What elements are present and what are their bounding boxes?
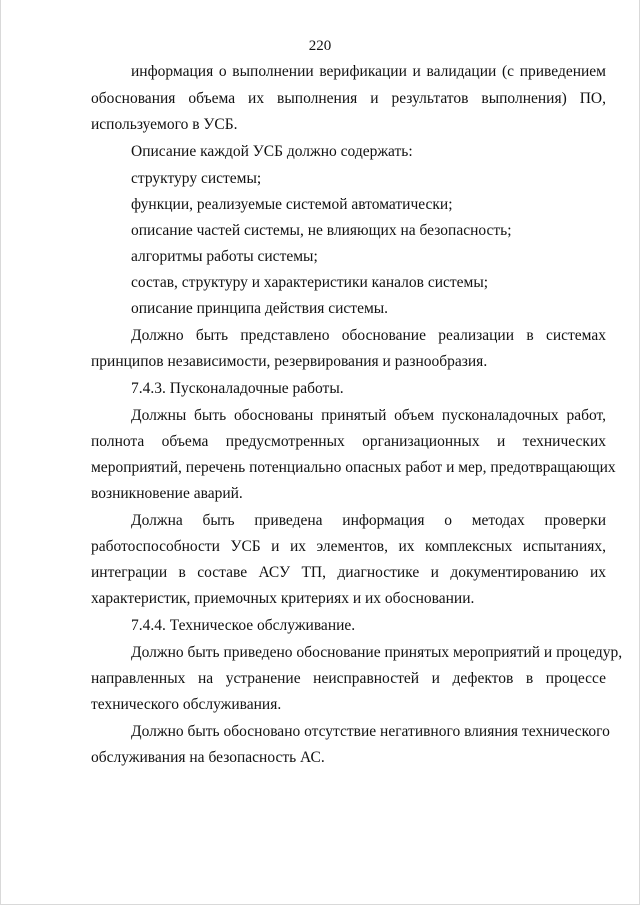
text-line: Должны быть обоснованы принятый объем пусконаладочных работ, [131, 407, 606, 424]
text-line: направленных на устранение неисправностей и дефектов в процессе [91, 670, 606, 687]
text-line: полнота объема предусмотренных организационных и технических [91, 433, 606, 450]
text-line: алгоритмы работы системы; [131, 248, 318, 265]
text-line: Должна быть приведена информация о методах проверки [131, 512, 606, 529]
text-line: возникновение аварий. [91, 485, 243, 502]
text-line: обслуживания на безопасность АС. [91, 749, 325, 766]
text-line: работоспособности УСБ и их элементов, их комплексных испытаниях, [91, 538, 606, 555]
text-line: интеграции в составе АСУ ТП, диагностике и документированию их [91, 564, 606, 581]
text-line: принципов независимости, резервирования и разнообразия. [91, 353, 488, 370]
section-heading: 7.4.3. Пусконаладочные работы. [131, 380, 344, 397]
section-heading: 7.4.4. Техническое обслуживание. [131, 617, 356, 634]
text-line: мероприятий, перечень потенциально опасных работ и мер, предотвращающих [91, 459, 616, 476]
text-line: функции, реализуемые системой автоматически; [131, 196, 453, 213]
text-line: структуру системы; [131, 170, 262, 187]
text-line: Должно быть обосновано отсутствие негативного влияния технического [131, 723, 610, 740]
text-line: технического обслуживания. [91, 696, 282, 713]
text-line: используемого в УСБ. [91, 116, 238, 133]
text-line: характеристик, приемочных критериях и их обосновании. [91, 590, 475, 607]
text-line: Описание каждой УСБ должно содержать: [131, 143, 413, 160]
text-line: состав, структуру и характеристики каналов системы; [131, 274, 489, 291]
text-line: Должно быть приведено обоснование принятых мероприятий и процедур, [131, 644, 623, 661]
text-line: описание частей системы, не влияющих на безопасность; [131, 222, 512, 239]
text-line: информация о выполнении верификации и валидации (с приведением [131, 63, 606, 80]
text-line: Должно быть представлено обоснование реализации в системах [131, 327, 606, 344]
text-line: описание принципа действия системы. [131, 300, 389, 317]
page-number: 220 [308, 38, 332, 54]
text-line: обоснования объема их выполнения и результатов выполнения) ПО, [91, 90, 606, 107]
